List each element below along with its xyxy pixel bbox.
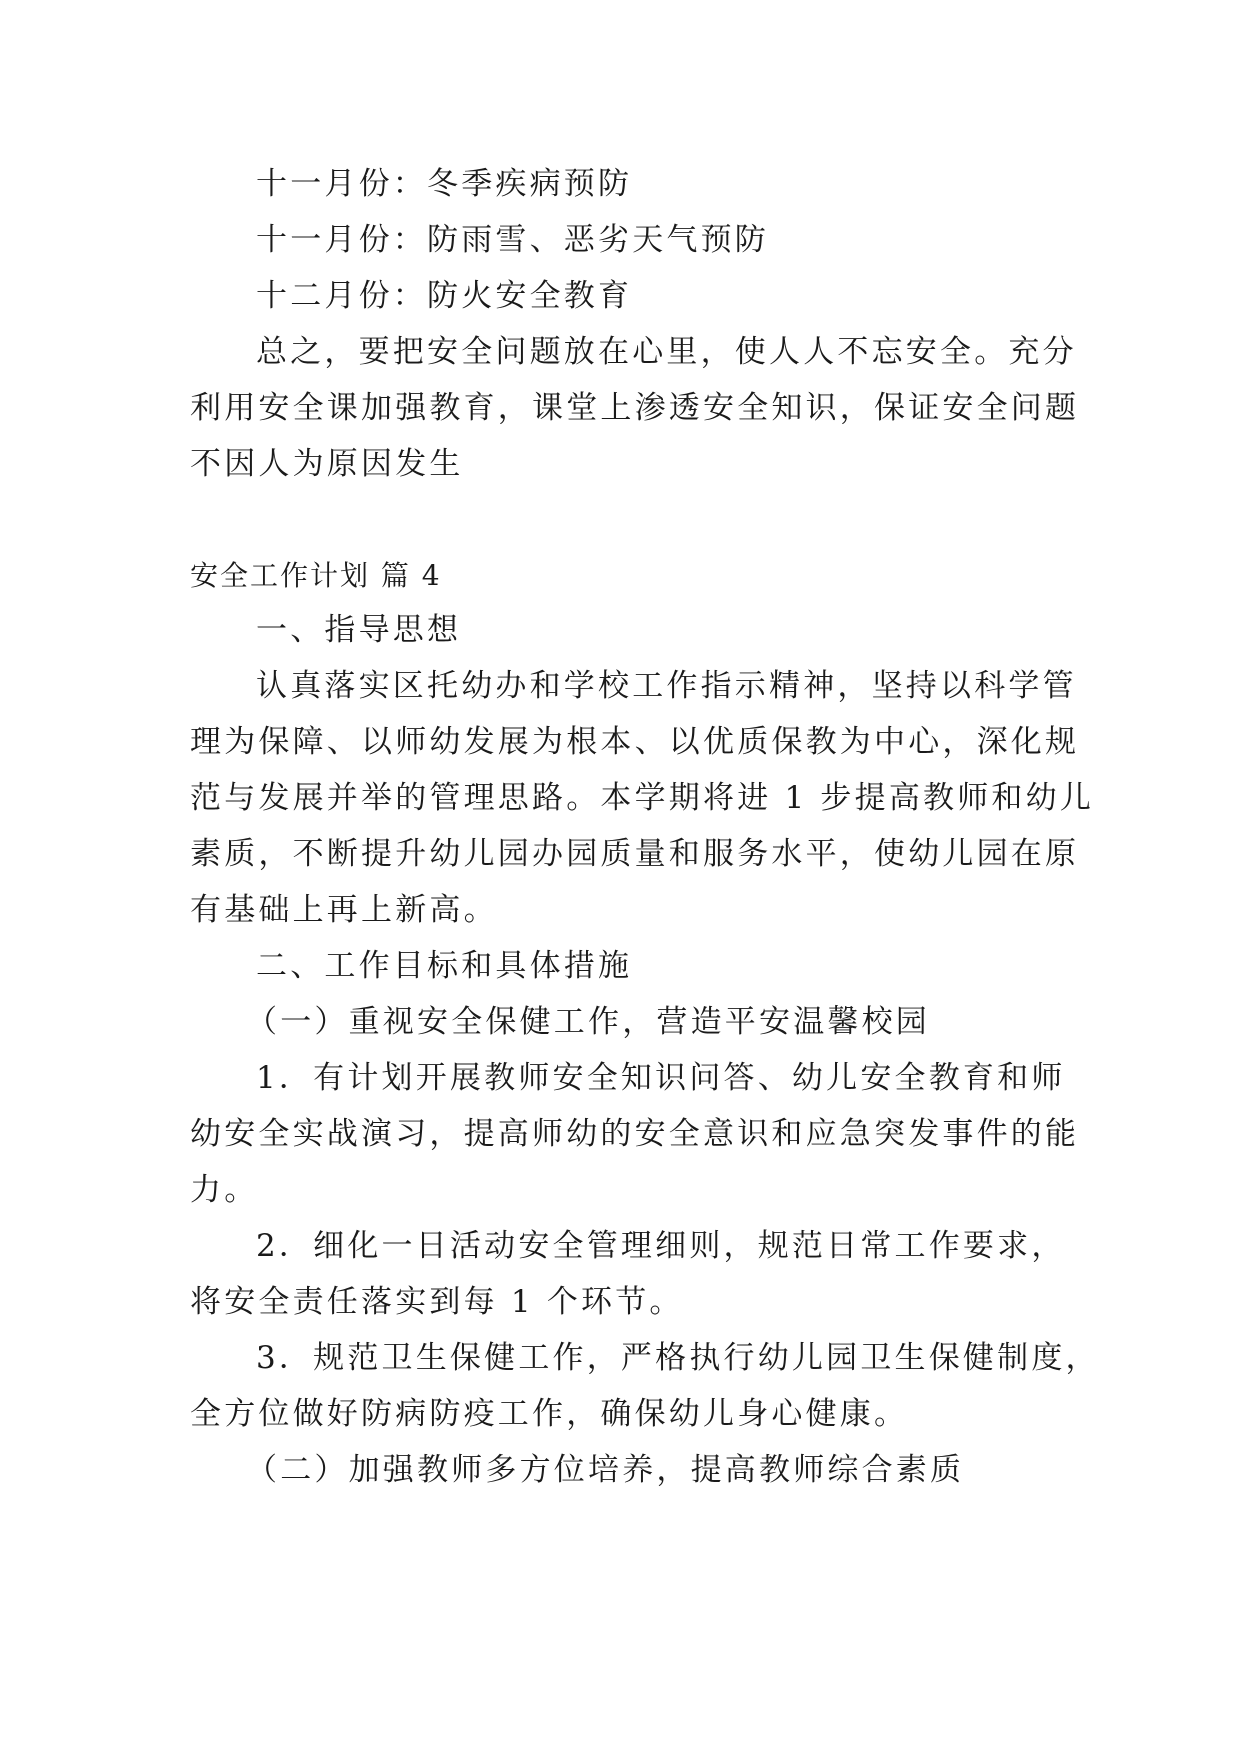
section-title: 安全工作计划 篇 4 xyxy=(190,559,442,592)
heading-work-goals: 二、工作目标和具体措施 xyxy=(256,948,633,984)
item-1-line-3: 力。 xyxy=(190,1172,259,1208)
item-1-line-2: 幼安全实战演习，提高师幼的安全意识和应急突发事件的能 xyxy=(190,1116,1080,1152)
item-3-line-2: 全方位做好防病防疫工作，确保幼儿身心健康。 xyxy=(190,1396,909,1432)
item-2-line-2: 将安全责任落实到每 1 个环节。 xyxy=(190,1284,684,1320)
summary-paragraph-line-3: 不因人为原因发生 xyxy=(190,446,464,482)
schedule-line-november-weather: 十一月份：防雨雪、恶劣天气预防 xyxy=(256,222,769,258)
item-3-line-1: 3．规范卫生保健工作，严格执行幼儿园卫生保健制度， xyxy=(256,1340,1100,1376)
schedule-line-november-disease: 十一月份：冬季疾病预防 xyxy=(256,166,633,202)
heading-guiding-ideology: 一、指导思想 xyxy=(256,612,462,648)
ideology-paragraph-line-5: 有基础上再上新高。 xyxy=(190,892,498,928)
ideology-paragraph-line-3: 范与发展并举的管理思路。本学期将进 1 步提高教师和幼儿 xyxy=(190,780,1095,816)
item-1-line-1: 1．有计划开展教师安全知识问答、幼儿安全教育和师 xyxy=(256,1060,1066,1096)
summary-paragraph-line-2: 利用安全课加强教育，课堂上渗透安全知识，保证安全问题 xyxy=(190,390,1080,426)
ideology-paragraph-line-1: 认真落实区托幼办和学校工作指示精神，坚持以科学管 xyxy=(256,668,1077,704)
ideology-paragraph-line-2: 理为保障、以师幼发展为根本、以优质保教为中心，深化规 xyxy=(190,724,1080,760)
schedule-line-december-fire: 十二月份：防火安全教育 xyxy=(256,278,633,314)
subheading-teacher-training: （二）加强教师多方位培养，提高教师综合素质 xyxy=(246,1452,965,1488)
summary-paragraph-line-1: 总之，要把安全问题放在心里，使人人不忘安全。充分 xyxy=(256,334,1077,370)
subheading-safety-health: （一）重视安全保健工作，营造平安温馨校园 xyxy=(246,1004,930,1040)
item-2-line-1: 2．细化一日活动安全管理细则，规范日常工作要求， xyxy=(256,1228,1066,1264)
ideology-paragraph-line-4: 素质，不断提升幼儿园办园质量和服务水平，使幼儿园在原 xyxy=(190,836,1080,872)
